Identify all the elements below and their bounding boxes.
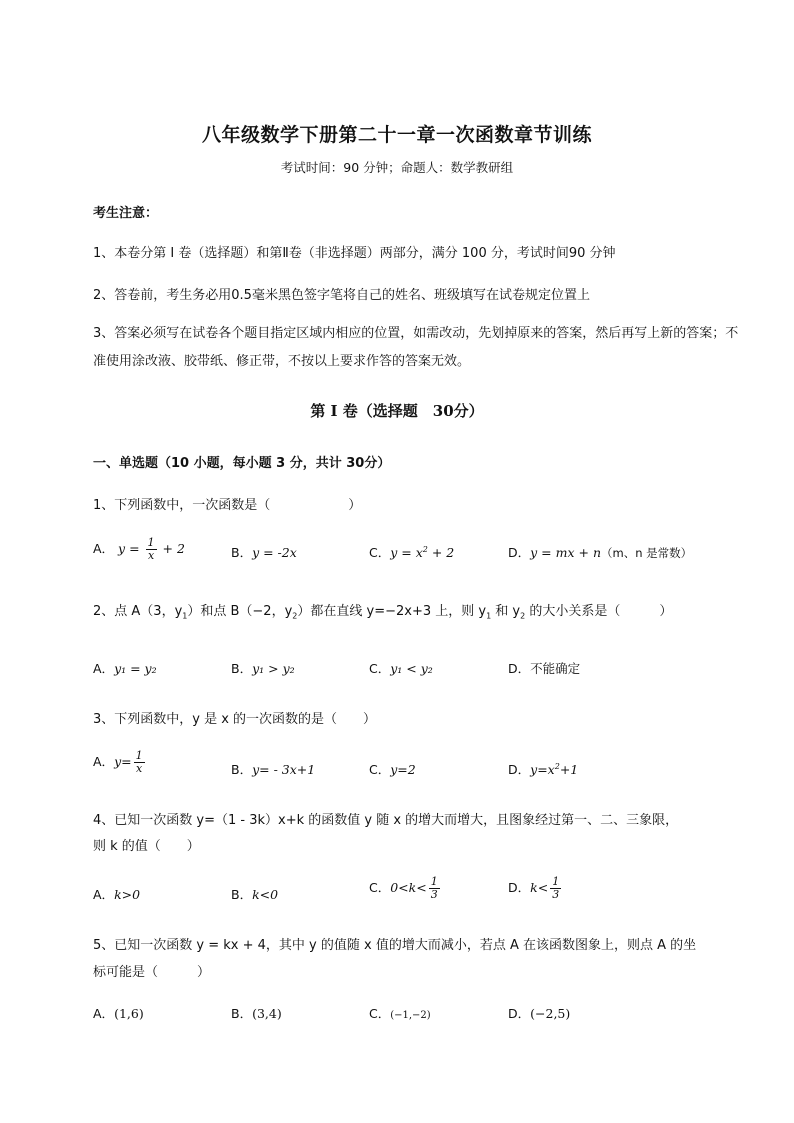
option-label: A． bbox=[93, 887, 115, 902]
page-title: 八年级数学下册第二十一章一次函数章节训练 bbox=[201, 124, 592, 146]
notice-item-1: 1、本卷分第 I 卷（选择题）和第Ⅱ卷（非选择题）两部分，满分 100 分，考试时间90 分钟 bbox=[93, 246, 616, 261]
option-expr: 0<k< bbox=[390, 880, 427, 895]
denominator: 3 bbox=[430, 888, 438, 901]
question-3-option-a bbox=[93, 750, 147, 775]
option-label: D． bbox=[508, 545, 531, 560]
option-label: C． bbox=[369, 661, 391, 676]
option-expr: y = bbox=[118, 541, 140, 556]
stem-part: 和 y bbox=[491, 604, 521, 619]
subscript: 2 bbox=[292, 611, 298, 621]
option-expr: (−1,−2) bbox=[390, 1010, 431, 1021]
section-title: 第 I 卷（选择题 30分） bbox=[310, 402, 484, 420]
question-2-option-d bbox=[508, 659, 580, 677]
option-label: A． bbox=[93, 1006, 115, 1021]
question-2-option-b bbox=[231, 659, 295, 677]
option-label: C． bbox=[369, 762, 391, 777]
option-label: D． bbox=[508, 661, 531, 676]
question-3-stem: 3、下列函数中，y 是 x 的一次函数的是（ ） bbox=[93, 712, 377, 727]
option-expr: y = x bbox=[390, 545, 423, 560]
numerator: 1 bbox=[430, 875, 438, 888]
option-label: C． bbox=[369, 1006, 391, 1021]
notice-item-3: 3、答案必须写在试卷各个题目指定区域内相应的位置，如需改动，先划掉原来的答案，然后再写上新的答案；不准使用涂改液、胶带纸、修正带，不按以上要求作答的答案无效。 bbox=[93, 326, 739, 369]
question-1-option-a bbox=[93, 537, 185, 562]
question-3-option-c bbox=[369, 760, 416, 778]
option-expr: k< bbox=[530, 880, 549, 895]
question-4-stem-line1: 4、已知一次函数 y=（1 - 3k）x+k 的函数值 y 随 x 的增大而增大，且图象经过第一、二、三象限， bbox=[93, 813, 679, 828]
option-expr: (−2,5) bbox=[530, 1006, 571, 1021]
option-expr: 不能确定 bbox=[530, 661, 581, 676]
stem-part: 2、点 A（3，y bbox=[93, 604, 183, 619]
question-4-option-c bbox=[369, 876, 442, 901]
option-note: （m、n 是常数） bbox=[601, 546, 693, 560]
question-4-option-b bbox=[231, 885, 278, 903]
option-expr: (1,6) bbox=[114, 1006, 144, 1021]
question-4-option-a bbox=[93, 885, 140, 903]
option-expr: + 2 bbox=[427, 545, 455, 560]
question-1-stem: 1、下列函数中，一次函数是（ ） bbox=[93, 498, 362, 513]
fraction bbox=[134, 750, 145, 775]
exponent: 2 bbox=[422, 544, 428, 554]
exam-info: 考试时间：90 分钟；命题人：数学教研组 bbox=[280, 160, 514, 175]
subscript: 1 bbox=[182, 611, 188, 621]
fraction bbox=[429, 876, 440, 901]
denominator: x bbox=[136, 762, 143, 775]
option-expr: y = mx + n bbox=[530, 545, 601, 560]
question-2-stem bbox=[93, 600, 672, 621]
question-1-option-b bbox=[231, 543, 297, 561]
question-3-option-b bbox=[231, 760, 315, 778]
option-expr: k<0 bbox=[252, 887, 279, 902]
option-expr: +1 bbox=[559, 762, 579, 777]
question-5-option-c bbox=[369, 1004, 431, 1022]
numerator: 1 bbox=[147, 536, 155, 549]
exponent: 2 bbox=[554, 761, 560, 771]
question-2-option-c bbox=[369, 659, 433, 677]
question-5-stem-line1: 5、已知一次函数 y = kx + 4，其中 y 的值随 x 值的增大而减小，若点 A 在该函数图象上，则点 A 的坐 bbox=[93, 938, 697, 953]
option-expr: (3,4) bbox=[252, 1006, 282, 1021]
option-expr: + 2 bbox=[162, 541, 185, 556]
stem-part: ）都在直线 y=−2x+3 上，则 y bbox=[297, 604, 487, 619]
option-label: B． bbox=[231, 545, 253, 560]
stem-part: 的大小关系是（ ） bbox=[525, 604, 673, 619]
fraction bbox=[146, 537, 157, 562]
denominator: x bbox=[147, 549, 155, 562]
option-expr: y₁ = y₂ bbox=[114, 661, 157, 676]
question-3-option-d bbox=[508, 760, 578, 778]
question-5-stem-line2: 标可能是（ ） bbox=[93, 965, 211, 980]
option-expr: y= - 3x+1 bbox=[252, 762, 316, 777]
option-label: C． bbox=[369, 880, 391, 895]
option-expr: y=2 bbox=[390, 762, 416, 777]
subscript: 1 bbox=[486, 611, 492, 621]
option-label: B． bbox=[231, 661, 253, 676]
option-expr: y= bbox=[114, 754, 132, 769]
fraction bbox=[550, 876, 561, 901]
question-4-option-d bbox=[508, 876, 563, 901]
numerator: 1 bbox=[135, 749, 143, 762]
option-expr: y=x bbox=[530, 762, 555, 777]
option-label: A． bbox=[93, 754, 115, 769]
option-expr: k>0 bbox=[114, 887, 141, 902]
option-label: A． bbox=[93, 661, 115, 676]
option-label: B． bbox=[231, 762, 253, 777]
option-expr: y₁ > y₂ bbox=[252, 661, 295, 676]
question-1-option-d bbox=[508, 543, 692, 561]
numerator: 1 bbox=[552, 875, 560, 888]
option-label: D． bbox=[508, 880, 531, 895]
question-5-option-d bbox=[508, 1004, 570, 1022]
option-label: C． bbox=[369, 545, 391, 560]
question-4-stem-line2: 则 k 的值（ ） bbox=[93, 839, 200, 854]
question-5-option-a bbox=[93, 1004, 144, 1022]
option-label: B． bbox=[231, 1006, 253, 1021]
option-label: D． bbox=[508, 762, 531, 777]
option-label: B． bbox=[231, 887, 253, 902]
stem-part: ）和点 B（−2，y bbox=[187, 604, 293, 619]
option-expr: y₁ < y₂ bbox=[390, 661, 433, 676]
notice-heading: 考生注意： bbox=[93, 206, 159, 221]
subscript: 2 bbox=[520, 611, 526, 621]
option-label: D． bbox=[508, 1006, 531, 1021]
question-1-option-c bbox=[369, 543, 454, 561]
option-expr: y = -2x bbox=[252, 545, 297, 560]
part-heading: 一、单选题（10 小题，每小题 3 分，共计 30分） bbox=[93, 456, 391, 471]
option-label: A． bbox=[93, 541, 115, 556]
denominator: 3 bbox=[552, 888, 560, 901]
question-2-option-a bbox=[93, 659, 157, 677]
notice-item-2: 2、答卷前，考生务必用0.5毫米黑色签字笔将自己的姓名、班级填写在试卷规定位置上 bbox=[93, 288, 590, 303]
question-5-option-b bbox=[231, 1004, 282, 1022]
